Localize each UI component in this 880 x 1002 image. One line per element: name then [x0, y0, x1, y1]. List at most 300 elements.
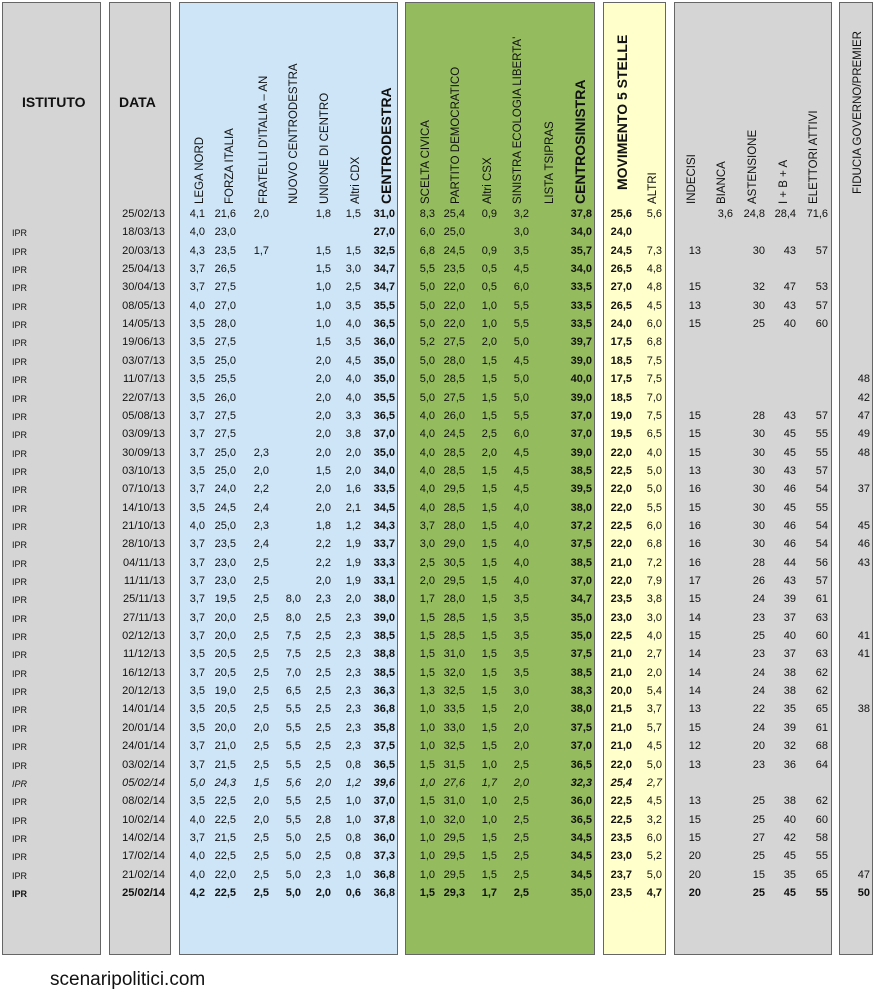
value-cell: 4,0	[419, 446, 435, 459]
value-cell: 33,3	[373, 556, 395, 569]
value-cell: 2,5	[253, 685, 269, 698]
value-cell: 30	[752, 538, 765, 551]
value-cell: 2,5	[345, 281, 361, 294]
value-cell: 2,5	[513, 758, 529, 771]
value-cell: 54	[815, 483, 828, 496]
istituto-cell: IPR	[12, 760, 28, 771]
date-cell: 14/01/14	[122, 703, 165, 716]
value-cell: 22,0	[443, 281, 465, 294]
value-cell: 34,7	[570, 593, 592, 606]
value-cell: 15	[752, 868, 765, 881]
value-cell: 8,0	[285, 611, 301, 624]
value-cell: 60	[815, 630, 828, 643]
value-cell: 2,0	[253, 464, 269, 477]
column-header-5: Altri CDX	[350, 156, 362, 204]
value-cell: 5,0	[419, 354, 435, 367]
value-cell: 5,2	[646, 850, 662, 863]
value-cell: 32,5	[443, 740, 465, 753]
value-cell: 55	[815, 886, 828, 899]
value-cell: 38,5	[373, 666, 395, 679]
value-cell: 3,7	[189, 758, 205, 771]
value-cell: 28,5	[443, 501, 465, 514]
value-cell: 1,7	[419, 593, 435, 606]
date-cell: 05/02/14	[122, 776, 165, 789]
value-cell: 3,0	[646, 611, 662, 624]
value-cell: 25	[752, 795, 765, 808]
value-cell: 1,0	[419, 776, 435, 789]
value-cell: 4,8	[646, 281, 662, 294]
value-cell: 2,3	[315, 868, 331, 881]
value-cell: 7,5	[646, 409, 662, 422]
value-cell: 14	[688, 611, 701, 624]
value-cell: 37,0	[570, 575, 592, 587]
value-cell: 3,5	[189, 318, 205, 331]
value-cell: 1,0	[419, 813, 435, 826]
istituto-cell: IPR	[12, 375, 28, 386]
value-cell: 33,5	[373, 483, 395, 496]
value-cell: 1,5	[481, 721, 497, 734]
value-cell: 2,3	[253, 446, 269, 459]
value-cell: 45	[783, 501, 796, 514]
value-cell: 4,0	[513, 538, 529, 551]
value-cell: 4,1	[189, 208, 205, 220]
value-cell: 6,0	[513, 428, 529, 441]
value-cell: 40	[783, 630, 796, 643]
value-cell: 43	[857, 556, 870, 569]
value-cell: 55	[815, 446, 828, 459]
value-cell: 5,0	[513, 336, 529, 349]
value-cell: 1,0	[345, 868, 361, 881]
value-cell: 2,5	[253, 666, 269, 679]
column-header-8: PARTITO DEMOCRATICO	[450, 66, 462, 204]
value-cell: 39,5	[570, 483, 592, 496]
value-cell: 35	[783, 703, 796, 716]
value-cell: 30	[752, 519, 765, 532]
value-cell: 1,5	[481, 630, 497, 643]
value-cell: 1,0	[315, 281, 331, 294]
value-cell: 5,5	[513, 318, 529, 331]
value-cell: 38	[783, 685, 796, 698]
value-cell: 30	[752, 446, 765, 459]
value-cell: 15	[688, 501, 701, 514]
value-cell: 3,8	[345, 428, 361, 441]
m5s-panel	[603, 2, 666, 955]
value-cell: 1,5	[481, 666, 497, 679]
value-cell: 7,0	[646, 391, 662, 404]
value-cell: 2,3	[345, 740, 361, 753]
value-cell: 1,5	[481, 483, 497, 496]
value-cell: 3,2	[646, 813, 662, 826]
value-cell: 18,5	[610, 391, 632, 404]
value-cell: 2,5	[253, 648, 269, 661]
value-cell: 25,6	[610, 208, 632, 220]
value-cell: 30	[752, 483, 765, 496]
value-cell: 3,5	[189, 501, 205, 514]
value-cell: 2,5	[253, 868, 269, 881]
istituto-cell: IPR	[12, 833, 28, 844]
value-cell: 3,7	[189, 630, 205, 643]
value-cell: 1,0	[481, 795, 497, 808]
value-cell: 3,6	[717, 208, 733, 220]
value-cell: 22,0	[610, 446, 632, 459]
value-cell: 28,5	[443, 446, 465, 459]
value-cell: 5,0	[285, 850, 301, 863]
value-cell: 3,7	[189, 428, 205, 441]
value-cell: 2,5	[419, 556, 435, 569]
value-cell: 3,5	[189, 354, 205, 367]
value-cell: 23,5	[610, 593, 632, 606]
value-cell: 37,0	[373, 428, 395, 441]
istituto-cell: IPR	[12, 595, 28, 606]
value-cell: 30	[752, 299, 765, 312]
value-cell: 20	[688, 850, 701, 863]
value-cell: 2,0	[315, 391, 331, 404]
value-cell: 6,5	[646, 428, 662, 441]
value-cell: 2,1	[345, 501, 361, 514]
value-cell: 30	[752, 428, 765, 441]
value-cell: 4,0	[419, 483, 435, 496]
value-cell: 21,0	[610, 556, 632, 569]
value-cell: 4,5	[646, 299, 662, 312]
value-cell: 26,5	[610, 263, 632, 276]
value-cell: 20	[688, 868, 701, 881]
value-cell: 5,5	[285, 813, 301, 826]
value-cell: 1,5	[481, 831, 497, 844]
value-cell: 37,8	[570, 208, 592, 220]
value-cell: 30	[752, 464, 765, 477]
value-cell: 37,5	[570, 721, 592, 734]
value-cell: 39,7	[570, 336, 592, 349]
value-cell: 17,5	[610, 336, 632, 349]
value-cell: 3,3	[345, 409, 361, 422]
value-cell: 36,0	[373, 336, 395, 349]
value-cell: 1,5	[481, 575, 497, 587]
value-cell: 1,0	[419, 831, 435, 844]
value-cell: 36,3	[373, 685, 395, 698]
value-cell: 28,5	[443, 611, 465, 624]
value-cell: 36,5	[373, 318, 395, 331]
istituto-cell: IPR	[12, 870, 28, 881]
value-cell: 5,0	[419, 373, 435, 386]
value-cell: 2,7	[646, 648, 662, 661]
istituto-cell: IPR	[12, 632, 28, 643]
value-cell: 2,0	[315, 776, 331, 789]
value-cell: 2,0	[513, 740, 529, 753]
value-cell: 65	[815, 868, 828, 881]
value-cell: 22,0	[610, 501, 632, 514]
value-cell: 24,0	[610, 226, 632, 239]
value-cell: 19,5	[214, 593, 236, 606]
value-cell: 40	[783, 318, 796, 331]
value-cell: 1,5	[481, 850, 497, 863]
value-cell: 55	[815, 501, 828, 514]
value-cell: 1,5	[419, 666, 435, 679]
value-cell: 25,5	[214, 373, 236, 386]
value-cell: 24,0	[610, 318, 632, 331]
date-cell: 03/02/14	[122, 758, 165, 771]
value-cell: 32	[752, 281, 765, 294]
value-cell: 2,5	[513, 813, 529, 826]
value-cell: 3,7	[189, 593, 205, 606]
value-cell: 1,2	[345, 519, 361, 532]
value-cell: 27,0	[610, 281, 632, 294]
value-cell: 6,0	[646, 831, 662, 844]
value-cell: 36,8	[373, 703, 395, 716]
value-cell: 5,5	[513, 409, 529, 422]
value-cell: 1,3	[419, 685, 435, 698]
value-cell: 32,0	[443, 666, 465, 679]
value-cell: 2,5	[513, 886, 529, 899]
value-cell: 35,0	[373, 446, 395, 459]
value-cell: 1,0	[481, 813, 497, 826]
value-cell: 15	[688, 446, 701, 459]
value-cell: 35,7	[570, 244, 592, 257]
value-cell: 6,0	[513, 281, 529, 294]
column-header-10: SINISTRA ECOLOGIA LIBERTA'	[512, 36, 524, 204]
value-cell: 22,5	[214, 813, 236, 826]
value-cell: 13	[688, 795, 701, 808]
value-cell: 1,5	[481, 409, 497, 422]
date-cell: 20/01/14	[122, 721, 165, 734]
value-cell: 32,3	[570, 776, 592, 789]
value-cell: 1,5	[345, 244, 361, 257]
value-cell: 26,5	[610, 299, 632, 312]
value-cell: 22,5	[214, 850, 236, 863]
value-cell: 34,7	[373, 263, 395, 276]
value-cell: 4,0	[646, 446, 662, 459]
value-cell: 3,7	[189, 831, 205, 844]
value-cell: 23,0	[214, 556, 236, 569]
value-cell: 2,0	[253, 721, 269, 734]
value-cell: 23,0	[214, 226, 236, 239]
date-cell: 11/07/13	[122, 373, 165, 386]
value-cell: 28,0	[443, 354, 465, 367]
value-cell: 5,0	[646, 483, 662, 496]
value-cell: 2,5	[253, 630, 269, 643]
value-cell: 0,8	[345, 758, 361, 771]
value-cell: 39	[783, 593, 796, 606]
value-cell: 16	[688, 556, 701, 569]
value-cell: 4,0	[189, 299, 205, 312]
istituto-cell: IPR	[12, 338, 28, 349]
value-cell: 1,5	[253, 776, 269, 789]
value-cell: 2,3	[345, 703, 361, 716]
value-cell: 41	[857, 648, 870, 661]
value-cell: 24,3	[214, 776, 236, 789]
column-header-20: FIDUCIA GOVERNO/PREMIER	[852, 31, 864, 194]
value-cell: 15	[688, 813, 701, 826]
value-cell: 57	[815, 464, 828, 477]
value-cell: 1,5	[481, 556, 497, 569]
value-cell: 2,0	[315, 354, 331, 367]
value-cell: 62	[815, 795, 828, 808]
value-cell: 4,7	[646, 886, 662, 899]
value-cell: 2,5	[315, 630, 331, 643]
value-cell: 2,0	[646, 666, 662, 679]
value-cell: 1,5	[481, 464, 497, 477]
value-cell: 25,0	[214, 519, 236, 532]
value-cell: 2,5	[513, 795, 529, 808]
value-cell: 5,0	[419, 318, 435, 331]
value-cell: 3,5	[345, 336, 361, 349]
value-cell: 2,0	[513, 703, 529, 716]
value-cell: 4,5	[513, 464, 529, 477]
value-cell: 1,0	[481, 758, 497, 771]
istituto-cell: IPR	[12, 393, 28, 404]
value-cell: 3,5	[189, 336, 205, 349]
value-cell: 37,0	[373, 795, 395, 808]
value-cell: 48	[857, 373, 870, 386]
value-cell: 28,0	[443, 519, 465, 532]
value-cell: 5,0	[513, 373, 529, 386]
date-cell: 08/02/14	[122, 795, 165, 808]
value-cell: 5,2	[419, 336, 435, 349]
value-cell: 34,5	[570, 868, 592, 881]
value-cell: 1,0	[419, 740, 435, 753]
value-cell: 4,0	[419, 409, 435, 422]
value-cell: 1,5	[481, 501, 497, 514]
value-cell: 8,3	[419, 208, 435, 220]
value-cell: 2,3	[345, 648, 361, 661]
value-cell: 55	[815, 850, 828, 863]
value-cell: 3,7	[189, 538, 205, 551]
value-cell: 4,0	[513, 556, 529, 569]
value-cell: 23	[752, 611, 765, 624]
value-cell: 24,5	[610, 244, 632, 257]
value-cell: 5,0	[646, 868, 662, 881]
value-cell: 47	[783, 281, 796, 294]
value-cell: 21,0	[610, 740, 632, 753]
value-cell: 36,0	[570, 795, 592, 808]
value-cell: 23,5	[610, 886, 632, 899]
value-cell: 4,0	[189, 519, 205, 532]
value-cell: 1,5	[345, 208, 361, 220]
istituto-cell: IPR	[12, 503, 28, 514]
date-cell: 14/02/14	[122, 831, 165, 844]
value-cell: 22,0	[610, 758, 632, 771]
value-cell: 4,2	[189, 886, 205, 899]
date-cell: 17/02/14	[122, 850, 165, 863]
value-cell: 4,0	[189, 868, 205, 881]
value-cell: 46	[783, 483, 796, 496]
value-cell: 3,5	[513, 611, 529, 624]
value-cell: 46	[857, 538, 870, 551]
value-cell: 4,5	[513, 354, 529, 367]
value-cell: 6,0	[646, 318, 662, 331]
value-cell: 13	[688, 464, 701, 477]
value-cell: 13	[688, 244, 701, 257]
value-cell: 2,5	[253, 703, 269, 716]
value-cell: 4,0	[513, 519, 529, 532]
value-cell: 21,6	[214, 208, 236, 220]
value-cell: 21,0	[214, 740, 236, 753]
value-cell: 58	[815, 831, 828, 844]
value-cell: 1,5	[481, 593, 497, 606]
value-cell: 7,5	[285, 630, 301, 643]
value-cell: 13	[688, 299, 701, 312]
value-cell: 2,5	[315, 721, 331, 734]
value-cell: 2,5	[315, 831, 331, 844]
value-cell: 4,5	[513, 446, 529, 459]
value-cell: 12	[688, 740, 701, 753]
value-cell: 2,5	[315, 611, 331, 624]
value-cell: 4,0	[345, 373, 361, 386]
value-cell: 38,5	[570, 556, 592, 569]
istituto-cell: IPR	[12, 687, 28, 698]
value-cell: 33,7	[373, 538, 395, 551]
value-cell: 24,8	[743, 208, 765, 220]
column-header-14: ALTRI	[647, 172, 659, 204]
istituto-cell: IPR	[12, 577, 28, 587]
value-cell: 22,0	[610, 538, 632, 551]
value-cell: 2,5	[513, 850, 529, 863]
value-cell: 4,8	[646, 263, 662, 276]
value-cell: 33,1	[373, 575, 395, 587]
column-header-2: FRATELLI D'ITALIA – AN	[258, 75, 270, 204]
value-cell: 2,3	[345, 685, 361, 698]
date-cell: 22/07/13	[122, 391, 165, 404]
value-cell: 2,0	[315, 886, 331, 899]
value-cell: 17,5	[610, 373, 632, 386]
value-cell: 2,0	[315, 409, 331, 422]
value-cell: 3,7	[189, 281, 205, 294]
footer-site: scenaripolitici.com	[50, 969, 206, 990]
value-cell: 25,4	[610, 776, 632, 789]
value-cell: 39,0	[570, 446, 592, 459]
value-cell: 0,5	[481, 281, 497, 294]
value-cell: 7,5	[646, 354, 662, 367]
value-cell: 34,0	[373, 464, 395, 477]
date-cell: 20/03/13	[122, 244, 165, 257]
column-header-16: BIANCA	[716, 161, 728, 204]
istituto-cell: IPR	[12, 320, 28, 331]
value-cell: 37,5	[373, 740, 395, 753]
istituto-cell: IPR	[12, 228, 28, 239]
value-cell: 5,5	[513, 299, 529, 312]
istituto-cell: IPR	[12, 797, 28, 808]
value-cell: 2,5	[315, 703, 331, 716]
value-cell: 2,3	[345, 630, 361, 643]
value-cell: 29,5	[443, 483, 465, 496]
value-cell: 4,5	[646, 740, 662, 753]
value-cell: 29,5	[443, 850, 465, 863]
value-cell: 30	[752, 501, 765, 514]
value-cell: 54	[815, 538, 828, 551]
value-cell: 38,3	[570, 685, 592, 698]
value-cell: 1,5	[419, 630, 435, 643]
value-cell: 1,5	[315, 263, 331, 276]
value-cell: 1,7	[253, 244, 269, 257]
value-cell: 37,3	[373, 850, 395, 863]
value-cell: 27,0	[214, 299, 236, 312]
value-cell: 62	[815, 685, 828, 698]
value-cell: 2,3	[315, 593, 331, 606]
value-cell: 27,5	[214, 428, 236, 441]
value-cell: 1,5	[315, 464, 331, 477]
value-cell: 4,5	[646, 795, 662, 808]
value-cell: 2,5	[315, 648, 331, 661]
value-cell: 1,5	[481, 703, 497, 716]
value-cell: 61	[815, 593, 828, 606]
date-cell: 05/08/13	[122, 409, 165, 422]
date-cell: 20/12/13	[122, 685, 165, 698]
value-cell: 1,5	[481, 868, 497, 881]
value-cell: 1,0	[481, 299, 497, 312]
value-cell: 2,5	[513, 868, 529, 881]
value-cell: 1,5	[315, 336, 331, 349]
value-cell: 38,5	[570, 464, 592, 477]
istituto-cell: IPR	[12, 485, 28, 496]
